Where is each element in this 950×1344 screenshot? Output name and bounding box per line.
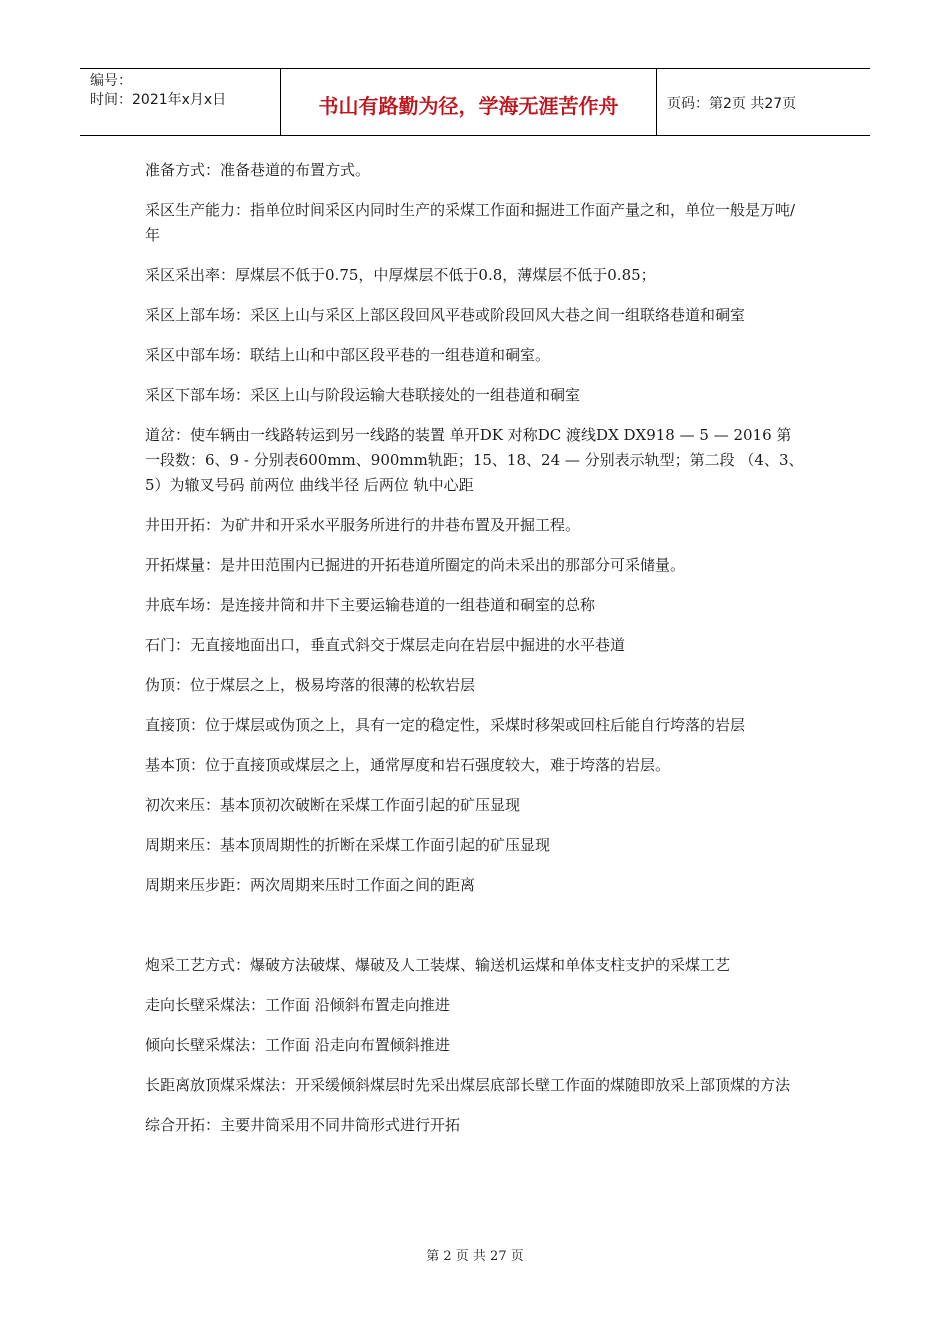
header-motto-cell: [281, 69, 657, 135]
header-page-cell: [657, 69, 870, 135]
serial-label: 编号：: [90, 73, 132, 89]
paragraph: 基本顶：位于直接顶或煤层之上，通常厚度和岩石强度较大，难于垮落的岩层。: [145, 756, 671, 774]
document-body: [145, 158, 805, 1138]
paragraph: 采区上部车场：采区上山与采区上部区段回风平巷或阶段回风大巷之间一组联络巷道和硐室: [145, 306, 746, 324]
header-page-info: 页码：第2页 共27页: [667, 96, 797, 112]
paragraph: 周期来压：基本顶周期性的折断在采煤工作面引起的矿压显现: [145, 836, 551, 854]
time-label: 时间：2021年x月x日: [90, 92, 227, 108]
page-footer: [0, 1245, 950, 1264]
paragraph: 长距离放顶煤采煤法：开采缓倾斜煤层时先采出煤层底部长壁工作面的煤随即放采上部顶煤的方法: [145, 1076, 791, 1094]
page-header: [80, 68, 870, 136]
paragraph: 井田开拓：为矿井和开采水平服务所进行的井巷布置及开掘工程。: [145, 516, 581, 534]
header-meta-cell: [80, 69, 281, 135]
paragraph: 采区中部车场：联结上山和中部区段平巷的一组巷道和硐室。: [145, 346, 551, 364]
paragraph: 初次来压：基本顶初次破断在采煤工作面引起的矿压显现: [145, 796, 521, 814]
paragraph: 井底车场：是连接井筒和井下主要运输巷道的一组巷道和硐室的总称: [145, 596, 596, 614]
paragraph: 道岔：使车辆由一线路转运到另一线路的装置 单开DK 对称DC 渡线DX DX918 — 5 — 2016 第一段数：6、9 - 分别表600mm、900mm轨距；15、18、24 — 分别表示轨型；第二段 （4、3、5）为辙叉号码 前两位 曲线半径 后两位 轨中心距: [145, 426, 804, 494]
footer-page-number: 第 2 页 共 27 页: [426, 1249, 524, 1264]
paragraph: 采区生产能力：指单位时间采区内同时生产的采煤工作面和掘进工作面产量之和，单位一般是万吨/年: [145, 201, 796, 244]
paragraph: 周期来压步距：两次周期来压时工作面之间的距离: [145, 876, 476, 894]
paragraph: 炮采工艺方式：爆破方法破煤、爆破及人工装煤、输送机运煤和单体支柱支护的采煤工艺: [145, 956, 731, 974]
paragraph: 走向长壁采煤法：工作面 沿倾斜布置走向推进: [145, 996, 450, 1014]
paragraph: 直接顶：位于煤层或伪顶之上，具有一定的稳定性，采煤时移架或回柱后能自行垮落的岩层: [145, 716, 746, 734]
paragraph: 采区采出率：厚煤层不低于0.75，中厚煤层不低于0.8，薄煤层不低于0.85；: [145, 266, 656, 284]
paragraph: 倾向长壁采煤法：工作面 沿走向布置倾斜推进: [145, 1036, 450, 1054]
paragraph: 综合开拓：主要井筒采用不同井筒形式进行开拓: [145, 1116, 461, 1134]
paragraph: 伪顶：位于煤层之上，极易垮落的很薄的松软岩层: [145, 676, 476, 694]
paragraph: 开拓煤量：是井田范围内已掘进的开拓巷道所圈定的尚未采出的那部分可采储量。: [145, 556, 686, 574]
paragraph: 准备方式：准备巷道的布置方式。: [145, 161, 371, 179]
header-motto: 书山有路勤为径，学海无涯苦作舟: [318, 93, 619, 118]
paragraph: 采区下部车场：采区上山与阶段运输大巷联接处的一组巷道和硐室: [145, 386, 581, 404]
paragraph: 石门：无直接地面出口，垂直式斜交于煤层走向在岩层中掘进的水平巷道: [145, 636, 626, 654]
